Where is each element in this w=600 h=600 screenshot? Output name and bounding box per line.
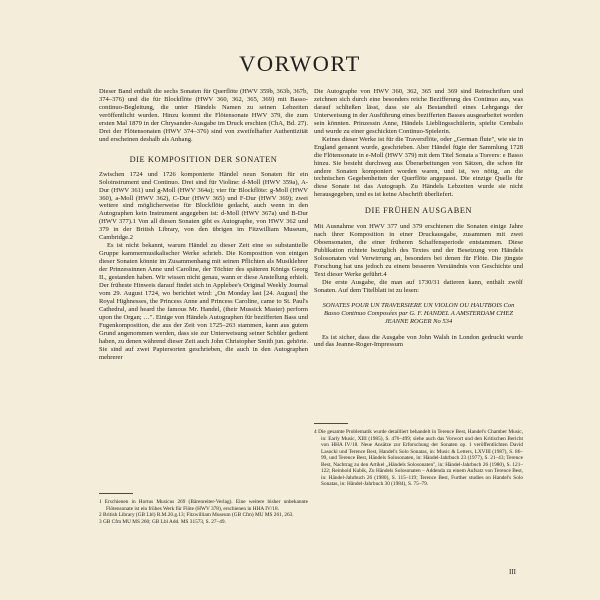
right-footnotes <box>314 423 523 488</box>
footnote-3: 3 GB Cfm MU MS 260; GB Lbl Add. MS 31573, S. 27–49. <box>99 518 226 525</box>
footnote-divider-right <box>314 423 348 424</box>
title-page-citation <box>314 302 523 327</box>
composition-paragraph-2: Es ist nicht bekannt, warum Händel zu dieser Zeit eine so substantielle Gruppe kammermusikalischer Werke schrieb. Die Komposition von einigen dieser Sonaten könnte im Zusammenhang mit seinen Pflichten als Musiklehrer der Prinzessinnen Anne und Caroline, der Töchter des späteren Königs Georg II., gestanden haben. Wir wissen nicht genau, wann er diese Anstellung erhielt. Der früheste Hinweis darauf findet sich in Applebee's Original Weekly Journal vom 29. August 1724, wo berichtet wird: „On Monday last [24. August] the Royal Highnesses, the Princess Anne and Princess Caroline, came to St. Paul's Cathedral, and heard the famous Mr. Handel, (their Mussick Master) perform upon the Organ; …". Einige von Händels Autographen für bezifferten Bass und Fugenkomposition, die aus der Zeit von 1725–263 stammen, kann aus gutem Grund angenommen werden, dass sie zur Unterweisung seiner Schüler gedient haben, zu denen während dieser Zeit auch John Christopher Smith jun. gehörte. Sie sind auf zwei Papiersorten geschrieben, die auch in den Autographen mehrerer <box>99 242 308 361</box>
editions-paragraph-2: Die erste Ausgabe, die man auf 1730/31 datieren kann, enthält zwölf Sonaten. Auf dem Titelblatt ist zu lesen: <box>314 279 523 294</box>
citation-text: SONATES POUR UN TRAVERSIERE UN VIOLON OU HAUTBOIS Con Basso Continuo Composées par G. F. HANDEL A AMSTERDAM CHEZ JEANNE ROGER No 534 <box>322 301 515 326</box>
section-heading-early-editions: DIE FRÜHEN AUSGABEN <box>364 206 473 216</box>
page-title: VORWORT <box>239 51 361 76</box>
footnote-2: 2 British Library (GB Lbl) R.M.20.g.13; Fitzwilliam Museum (GB Cfm) MU MS 261, 263. <box>99 512 294 519</box>
editions-paragraph-1: Mit Ausnahme von HWV 377 und 379 erschienen die Sonaten einige Jahre nach ihrer Komposition in einer Druckausgabe, zusammen mit zwei Oboensonaten, die einer früheren Schaffensperiode entstammen. Diese Publikation richtete bezüglich des Textes und der Besetzung von Händels Solosonaten viel Verwirrung an, besonders bei denen für Flöte. Die jüngste Forschung hat uns jedoch zu einem besseren Verständnis von Geschichte und Text dieser Werke geführt.4 <box>314 223 523 279</box>
footnote-1: 1 Erschienen in Hortus Musicus 269 (Bärenreiter-Verlag). Eine weitere bisher unbekannte Flötensonate ist ein frühes Werk für Flöte (HWV 378), erschienen in HHA IV/18. <box>99 499 308 512</box>
section-heading-composition: DIE KOMPOSITION DER SONATEN <box>129 154 278 164</box>
autograph-paragraph: Die Autographe von HWV 360, 362, 365 und 369 sind Reinschriften und zeichnen sich durch eine besonders reiche Bezifferung des Continuo aus, was darauf schließen lässt, dass sie als Bestandteil eines Lehrgangs der Unterweisung in der Ausführung eines bezifferten Basses ausgearbeitet worden sein könnten. Prinzessin Anne, Händels Lieblingsschülerin, spielte Cembalo und wurde zu einer geschickten Continuo-Spielerin. <box>314 88 523 135</box>
left-column <box>99 88 308 362</box>
composition-paragraph-1: Zwischen 1724 und 1726 komponierte Händel neun Sonaten für ein Soloinstrument und Continuo. Drei sind für Violine: d-Moll (HWV 359a), A-Dur (HWV 361) und g-Moll (HWV 364a); vier für Blockflöte: g-Moll (HWV 360), a-Moll (HWV 362), C-Dur (HWV 365) und F-Dur (HWV 369); zwei weitere sind möglicherweise für Blockflöte gedacht, auch wenn in den Autographen kein Instrument angegeben ist: d-Moll (HWV 367a) und B-Dur (HWV 377).1 Von all diesen Sonaten gibt es Autographe, von HWV 362 und 379 in der British Library, von den übrigen im Fitzwilliam Museum, Cambridge.2 <box>99 170 308 242</box>
right-column <box>314 88 523 349</box>
footnote-divider <box>99 493 133 494</box>
editions-paragraph-3: Es ist sicher, dass die Ausgabe von John Walsh in London gedruckt wurde und das Jeanne-Roger-Impressum <box>314 333 523 349</box>
left-footnotes <box>99 493 308 525</box>
flute-sonata-paragraph: Keines dieser Werke ist für die Traversflöte, oder „German flute", wie sie in England genannt wurde, geschrieben. Aber Händel fügte der Sammlung 1728 die Flötensonate in e-Moll (HWV 379) mit dem Titel Sonata a Travers: e Basso hinzu. Sie besteht durchweg aus Überarbeitungen von Sätzen, die schon für andere Sonaten komponiert worden waren, und ist, wo nötig, an die technischen Gegebenheiten der Querflöte angepasst. Die einzige Quelle für diese Sonate ist das Autograph. Zu Händels Lebzeiten wurde sie nicht herausgegeben, und es ist keine Abschrift überliefert. <box>314 135 523 199</box>
footnote-4: 4 Die gesamte Problematik wurde detailliert behandelt in Terence Best, Handel's Chamber Music, in: Early Music, XIII (1985), S. 476–499; siehe auch das Vorwort und den Kritischen Bericht von HHA IV/18. Neue Ansätze zur Erforschung der Sonaten op. 1 veröffentlichten David Lasocki und Terence Best, Handel's Solo Sonatas, in: Music & Letters, LXVIII (1987), S. 86–99, und Terence Best, Händels Solosonaten, in: Händel-Jahrbuch 23 (1977), S. 21–43; Terence Best, Nachtrag zu den Artikel „Händels Solosonaten", in: Händel-Jahrbuch 26 (1980), S. 121–122; Reinhold Kubik, Zu Händels Solosonaten – Addenda zu einem Aufsatz von Terence Best, in: Händel-Jahrbuch 26 (1980), S. 115–119; Terence Best, Further studies on Handel's Solo Sonatas, in: Händel-Jahrbuch 30 (1984), S. 75–79. <box>314 429 523 488</box>
page-number: III <box>509 568 516 576</box>
intro-paragraph: Dieser Band enthält die sechs Sonaten für Querflöte (HWV 359b, 363b, 367b, 374–376) und die für Blockflöte (HWV 360, 362, 365, 369) mit Basso-continuo-Begleitung, die unter Händels Namen zu seinen Lebzeiten veröffentlicht wurden. Hinzu kommt die Flötensonate HWV 379, die zum ersten Mal 1879 in der Chrysander-Ausgabe im Druck erschien (ChA, Bd. 27). Drei der Flötensonaten (HWV 374–376) sind von zweifelhafter Authentizität und erscheinen deshalb als Anhang. <box>99 88 308 143</box>
